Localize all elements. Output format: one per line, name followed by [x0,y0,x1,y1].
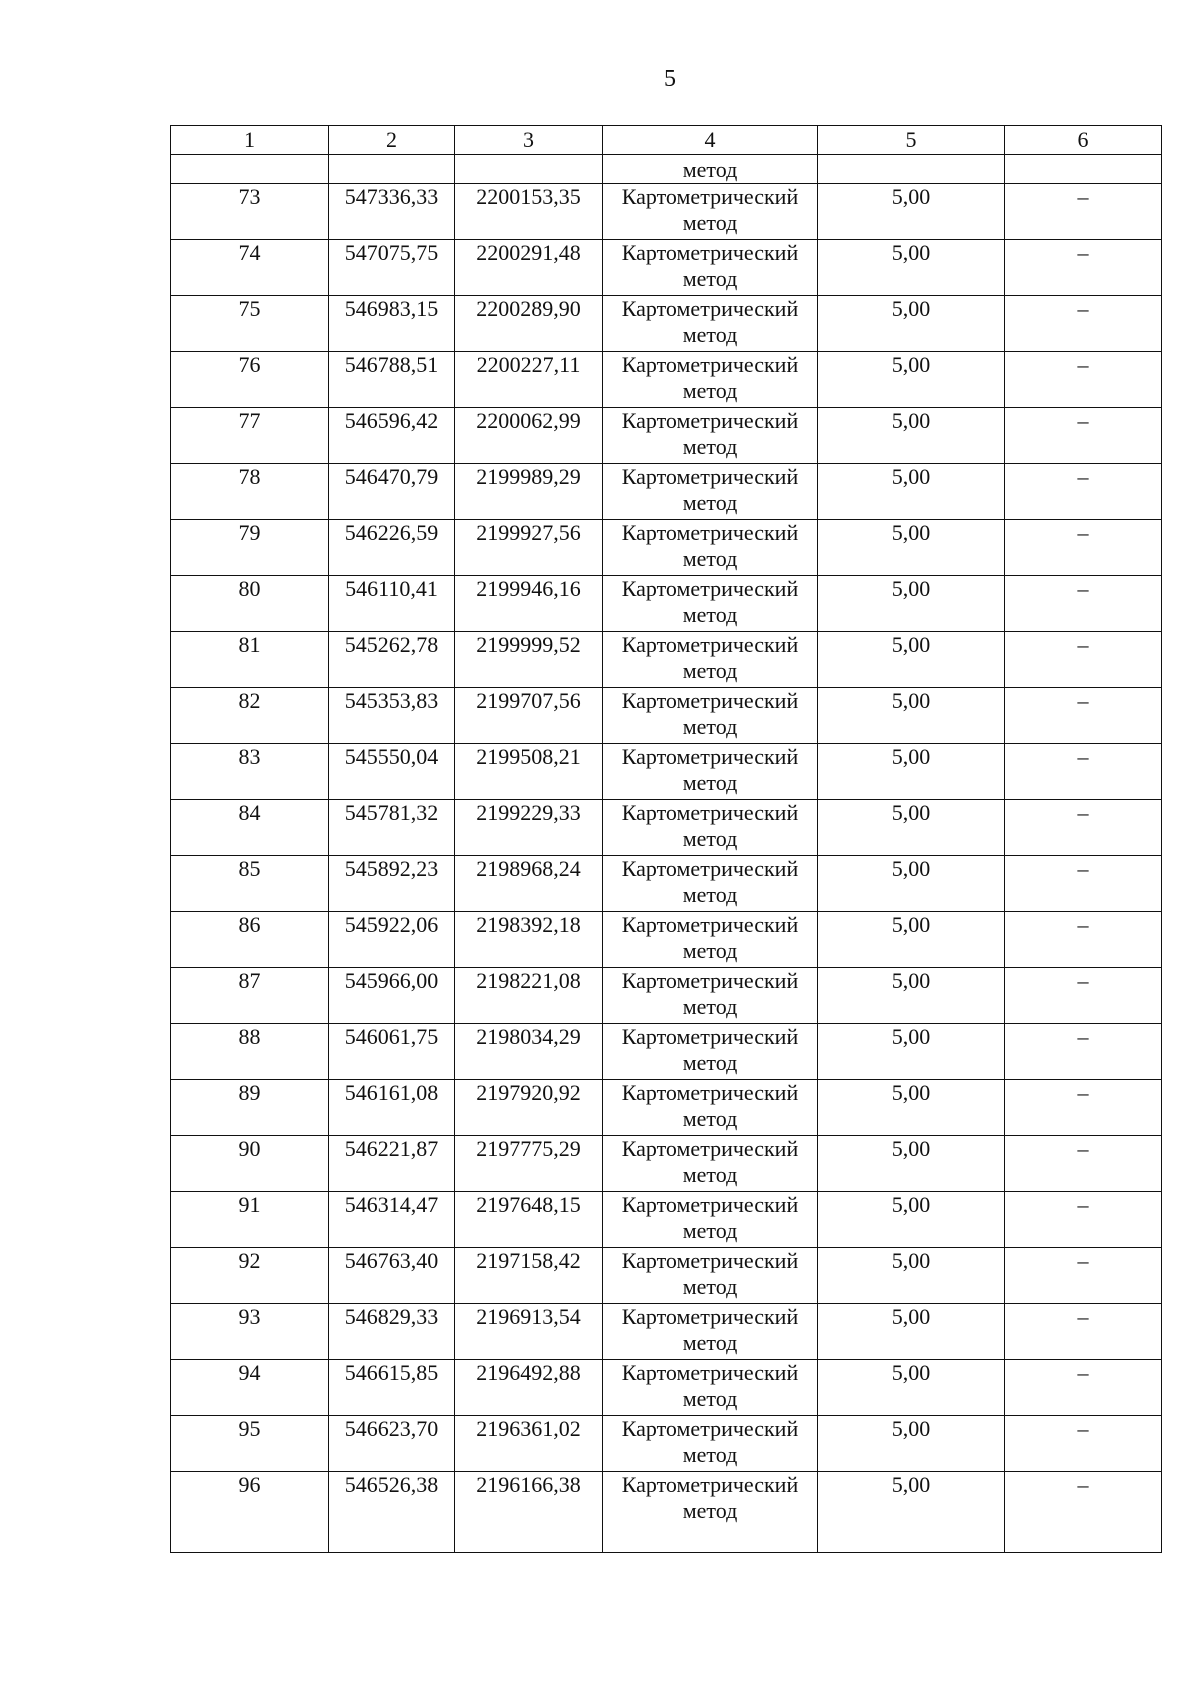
method-line: Картометрический [621,1360,799,1385]
x-coordinate-cell: 546763,40 [329,1248,455,1304]
empty-cell [818,155,1005,184]
description-cell: – [1005,744,1162,800]
x-coordinate-cell: 546110,41 [329,576,455,632]
x-coordinate-cell: 546470,79 [329,464,455,520]
column-header: 5 [818,126,1005,155]
x-coordinate-cell: 545262,78 [329,632,455,688]
method-line: метод [682,602,738,627]
y-coordinate-cell: 2196913,54 [455,1304,603,1360]
y-coordinate-cell: 2196492,88 [455,1360,603,1416]
accuracy-cell: 5,00 [818,184,1005,240]
point-number-cell: 94 [171,1360,329,1416]
method-cell [603,240,818,296]
x-coordinate-cell: 545353,83 [329,688,455,744]
method-line: метод [682,546,738,571]
point-number-cell: 87 [171,968,329,1024]
table-row [171,688,1162,744]
y-coordinate-cell: 2197648,15 [455,1192,603,1248]
table-row [171,632,1162,688]
y-coordinate-cell: 2199999,52 [455,632,603,688]
method-line: Картометрический [621,632,799,657]
accuracy-cell: 5,00 [818,1248,1005,1304]
accuracy-cell: 5,00 [818,1472,1005,1553]
accuracy-cell: 5,00 [818,296,1005,352]
table-row [171,1080,1162,1136]
description-cell: – [1005,1360,1162,1416]
point-number-cell: 78 [171,464,329,520]
description-cell: – [1005,1416,1162,1472]
method-line: метод [682,826,738,851]
point-number-cell: 76 [171,352,329,408]
accuracy-cell: 5,00 [818,1360,1005,1416]
empty-cell [329,155,455,184]
method-line: Картометрический [621,1080,799,1105]
y-coordinate-cell: 2200291,48 [455,240,603,296]
method-cell [603,1304,818,1360]
point-number-cell: 77 [171,408,329,464]
x-coordinate-cell: 546623,70 [329,1416,455,1472]
table-row [171,800,1162,856]
method-line: Картометрический [621,184,799,209]
point-number-cell: 83 [171,744,329,800]
method-line: метод [682,1162,738,1187]
x-coordinate-cell: 545966,00 [329,968,455,1024]
method-cell [603,1248,818,1304]
accuracy-cell: 5,00 [818,408,1005,464]
point-number-cell: 92 [171,1248,329,1304]
description-cell: – [1005,800,1162,856]
continued-method-cell: метод [603,155,818,184]
accuracy-cell: 5,00 [818,632,1005,688]
y-coordinate-cell: 2199946,16 [455,576,603,632]
y-coordinate-cell: 2199989,29 [455,464,603,520]
accuracy-cell: 5,00 [818,520,1005,576]
method-line: метод [682,1386,738,1411]
method-line: метод [682,490,738,515]
accuracy-cell: 5,00 [818,240,1005,296]
method-cell [603,296,818,352]
method-cell [603,352,818,408]
method-cell [603,688,818,744]
x-coordinate-cell: 546983,15 [329,296,455,352]
accuracy-cell: 5,00 [818,968,1005,1024]
method-line: Картометрический [621,296,799,321]
point-number-cell: 80 [171,576,329,632]
method-cell [603,464,818,520]
table-body [171,126,1162,1553]
point-number-cell: 75 [171,296,329,352]
table-row [171,184,1162,240]
table-row [171,1416,1162,1472]
point-number-cell: 73 [171,184,329,240]
method-cell [603,1360,818,1416]
x-coordinate-cell: 546596,42 [329,408,455,464]
method-line: метод [682,322,738,347]
method-line: Картометрический [621,1304,799,1329]
description-cell: – [1005,688,1162,744]
method-line: метод [682,1218,738,1243]
description-cell: – [1005,296,1162,352]
x-coordinate-cell: 546615,85 [329,1360,455,1416]
y-coordinate-cell: 2199707,56 [455,688,603,744]
description-cell: – [1005,912,1162,968]
description-cell: – [1005,408,1162,464]
point-number-cell: 79 [171,520,329,576]
table-row [171,912,1162,968]
x-coordinate-cell: 545781,32 [329,800,455,856]
table-row [171,408,1162,464]
method-line: Картометрический [621,1416,799,1441]
empty-cell [171,155,329,184]
description-cell: – [1005,1304,1162,1360]
description-cell: – [1005,1024,1162,1080]
point-number-cell: 93 [171,1304,329,1360]
empty-cell [1005,155,1162,184]
method-cell [603,1080,818,1136]
method-line: метод [682,210,738,235]
empty-cell [455,155,603,184]
table-row [171,1248,1162,1304]
point-number-cell: 85 [171,856,329,912]
table-row [171,744,1162,800]
y-coordinate-cell: 2198968,24 [455,856,603,912]
y-coordinate-cell: 2197920,92 [455,1080,603,1136]
method-line: Картометрический [621,688,799,713]
point-number-cell: 95 [171,1416,329,1472]
description-cell: – [1005,184,1162,240]
x-coordinate-cell: 545892,23 [329,856,455,912]
y-coordinate-cell: 2200153,35 [455,184,603,240]
method-line: метод [682,1274,738,1299]
method-cell [603,632,818,688]
method-line: метод [682,1498,738,1523]
accuracy-cell: 5,00 [818,576,1005,632]
method-line: Картометрический [621,968,799,993]
y-coordinate-cell: 2198392,18 [455,912,603,968]
method-line: Картометрический [621,576,799,601]
method-line: метод [682,266,738,291]
x-coordinate-cell: 546788,51 [329,352,455,408]
method-line: Картометрический [621,800,799,825]
method-cell [603,800,818,856]
y-coordinate-cell: 2200289,90 [455,296,603,352]
description-cell: – [1005,1136,1162,1192]
point-number-cell: 96 [171,1472,329,1553]
method-cell [603,576,818,632]
description-cell: – [1005,464,1162,520]
method-cell [603,1416,818,1472]
x-coordinate-cell: 545550,04 [329,744,455,800]
method-line: метод [682,434,738,459]
table-row [171,352,1162,408]
point-number-cell: 84 [171,800,329,856]
method-line: метод [682,770,738,795]
table-row [171,856,1162,912]
x-coordinate-cell: 545922,06 [329,912,455,968]
method-cell [603,520,818,576]
method-line: Картометрический [621,1248,799,1273]
accuracy-cell: 5,00 [818,912,1005,968]
point-number-cell: 88 [171,1024,329,1080]
method-cell [603,912,818,968]
method-line: метод [682,378,738,403]
point-number-cell: 74 [171,240,329,296]
accuracy-cell: 5,00 [818,1080,1005,1136]
y-coordinate-cell: 2199508,21 [455,744,603,800]
method-line: метод [682,658,738,683]
accuracy-cell: 5,00 [818,688,1005,744]
y-coordinate-cell: 2196166,38 [455,1472,603,1553]
method-line: Картометрический [621,1136,799,1161]
description-cell: – [1005,520,1162,576]
y-coordinate-cell: 2197158,42 [455,1248,603,1304]
accuracy-cell: 5,00 [818,1136,1005,1192]
table-row [171,1304,1162,1360]
x-coordinate-cell: 546221,87 [329,1136,455,1192]
table-row [171,240,1162,296]
method-line: Картометрический [621,520,799,545]
description-cell: – [1005,968,1162,1024]
description-cell: – [1005,1192,1162,1248]
method-cell [603,1024,818,1080]
method-cell [603,1136,818,1192]
x-coordinate-cell: 547336,33 [329,184,455,240]
y-coordinate-cell: 2196361,02 [455,1416,603,1472]
method-line: метод [682,882,738,907]
point-number-cell: 81 [171,632,329,688]
table-row [171,520,1162,576]
accuracy-cell: 5,00 [818,856,1005,912]
y-coordinate-cell: 2199927,56 [455,520,603,576]
method-line: Картометрический [621,912,799,937]
column-header: 6 [1005,126,1162,155]
y-coordinate-cell: 2200227,11 [455,352,603,408]
method-line: Картометрический [621,408,799,433]
column-number-row [171,126,1162,155]
point-number-cell: 86 [171,912,329,968]
x-coordinate-cell: 546829,33 [329,1304,455,1360]
table-row [171,1472,1162,1553]
method-line: метод [682,938,738,963]
method-cell [603,968,818,1024]
accuracy-cell: 5,00 [818,1192,1005,1248]
method-cell [603,1472,818,1553]
x-coordinate-cell: 546226,59 [329,520,455,576]
method-cell [603,184,818,240]
description-cell: – [1005,1472,1162,1553]
x-coordinate-cell: 547075,75 [329,240,455,296]
accuracy-cell: 5,00 [818,1024,1005,1080]
column-header: 4 [603,126,818,155]
column-header: 2 [329,126,455,155]
y-coordinate-cell: 2197775,29 [455,1136,603,1192]
description-cell: – [1005,240,1162,296]
table-row [171,1136,1162,1192]
method-line: метод [682,714,738,739]
table-row [171,968,1162,1024]
method-line: Картометрический [621,1192,799,1217]
x-coordinate-cell: 546161,08 [329,1080,455,1136]
method-cell [603,856,818,912]
x-coordinate-cell: 546061,75 [329,1024,455,1080]
x-coordinate-cell: 546526,38 [329,1472,455,1553]
y-coordinate-cell: 2199229,33 [455,800,603,856]
method-line: метод [682,1330,738,1355]
description-cell: – [1005,352,1162,408]
table-row [171,1024,1162,1080]
method-cell [603,1192,818,1248]
accuracy-cell: 5,00 [818,352,1005,408]
accuracy-cell: 5,00 [818,1416,1005,1472]
method-line: Картометрический [621,352,799,377]
coordinates-table [170,125,1162,1553]
accuracy-cell: 5,00 [818,800,1005,856]
table-row [171,1360,1162,1416]
y-coordinate-cell: 2200062,99 [455,408,603,464]
column-header: 3 [455,126,603,155]
table-row [171,1192,1162,1248]
method-line: метод [682,1050,738,1075]
method-line: Картометрический [621,744,799,769]
description-cell: – [1005,1248,1162,1304]
table-row [171,296,1162,352]
accuracy-cell: 5,00 [818,1304,1005,1360]
point-number-cell: 91 [171,1192,329,1248]
page-number: 5 [664,66,676,92]
accuracy-cell: 5,00 [818,464,1005,520]
column-header: 1 [171,126,329,155]
method-line: Картометрический [621,464,799,489]
method-line: Картометрический [621,1472,799,1497]
method-line: Картометрический [621,1024,799,1049]
description-cell: – [1005,1080,1162,1136]
y-coordinate-cell: 2198034,29 [455,1024,603,1080]
method-line: Картометрический [621,856,799,881]
method-line: метод [682,994,738,1019]
method-line: метод [682,1106,738,1131]
point-number-cell: 90 [171,1136,329,1192]
table-row [171,576,1162,632]
method-cell [603,744,818,800]
description-cell: – [1005,632,1162,688]
point-number-cell: 89 [171,1080,329,1136]
y-coordinate-cell: 2198221,08 [455,968,603,1024]
x-coordinate-cell: 546314,47 [329,1192,455,1248]
accuracy-cell: 5,00 [818,744,1005,800]
continuation-row [171,155,1162,184]
method-line: метод [682,1442,738,1467]
description-cell: – [1005,856,1162,912]
point-number-cell: 82 [171,688,329,744]
method-line: Картометрический [621,240,799,265]
description-cell: – [1005,576,1162,632]
table-row [171,464,1162,520]
method-cell [603,408,818,464]
